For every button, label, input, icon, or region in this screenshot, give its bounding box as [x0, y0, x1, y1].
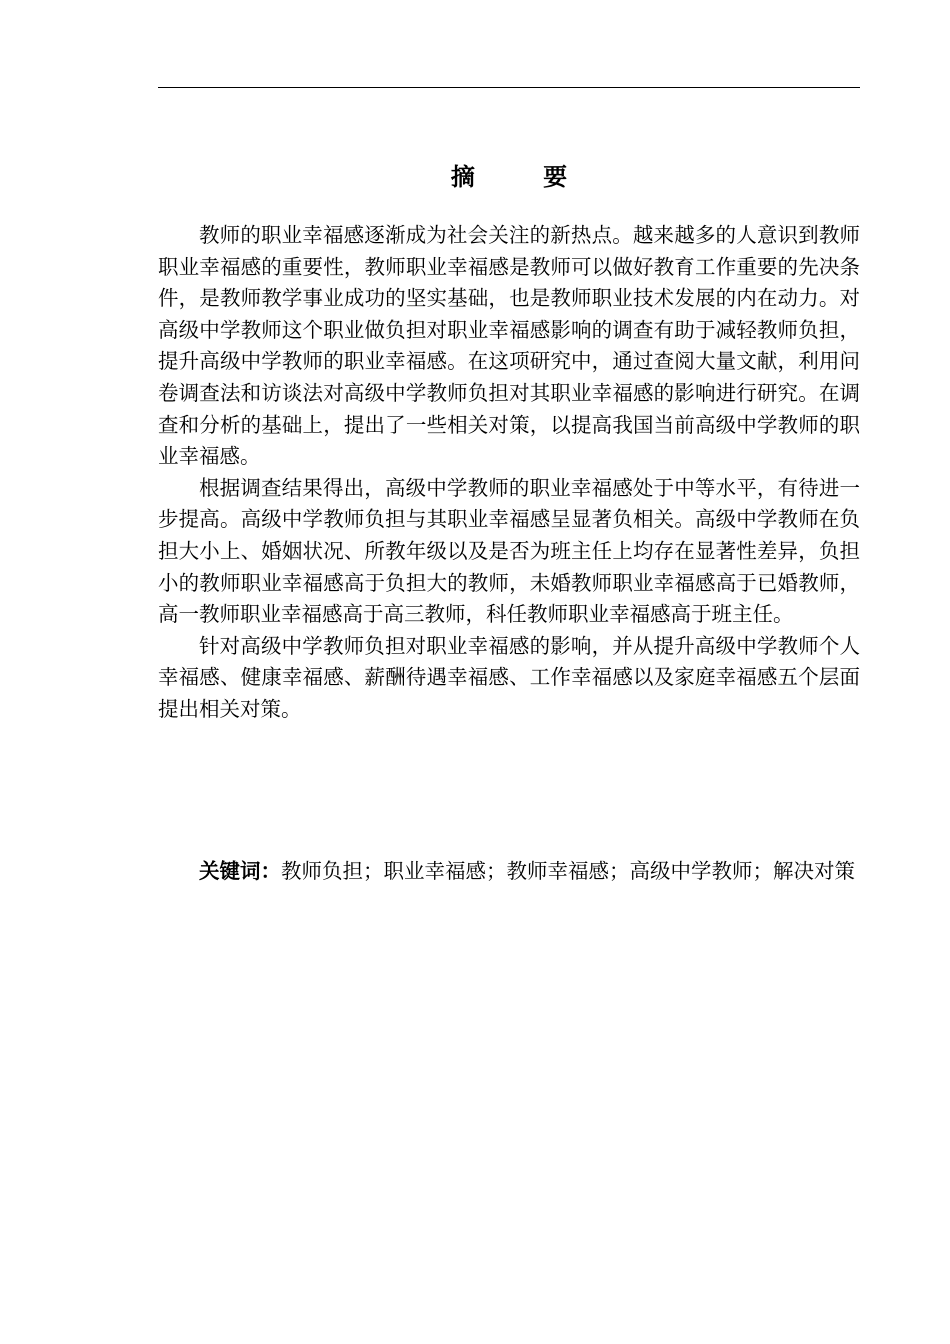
keywords-label: 关键词：	[199, 859, 281, 883]
keywords-line	[158, 856, 860, 888]
abstract-paragraph-1: 教师的职业幸福感逐渐成为社会关注的新热点。越来越多的人意识到教师职业幸福感的重要性，教师职业幸福感是教师可以做好教育工作重要的先决条件，是教师教学事业成功的坚实基础，也是教师职业技术发展的内在动力。对高级中学教师这个职业做负担对职业幸福感影响的调查有助于减轻教师负担，提升高级中学教师的职业幸福感。在这项研究中，通过查阅大量文献，利用问卷调查法和访谈法对高级中学教师负担对其职业幸福感的影响进行研究。在调查和分析的基础上，提出了一些相关对策，以提高我国当前高级中学教师的职业幸福感。	[158, 223, 860, 469]
header-rule	[158, 87, 860, 88]
abstract-title: 摘 要	[450, 163, 598, 191]
keywords-text: 教师负担；职业幸福感；教师幸福感；高级中学教师；解决对策	[281, 859, 855, 883]
abstract-paragraph-2: 根据调查结果得出，高级中学教师的职业幸福感处于中等水平，有待进一步提高。高级中学教师负担与其职业幸福感呈显著负相关。高级中学教师在负担大小上、婚姻状况、所教年级以及是否为班主任上均存在显著性差异，负担小的教师职业幸福感高于负担大的教师，未婚教师职业幸福感高于已婚教师，高一教师职业幸福感高于高三教师，科任教师职业幸福感高于班主任。	[158, 475, 860, 627]
abstract-body	[158, 220, 860, 726]
abstract-paragraph-3: 针对高级中学教师负担对职业幸福感的影响，并从提升高级中学教师个人幸福感、健康幸福感、薪酬待遇幸福感、工作幸福感以及家庭幸福感五个层面提出相关对策。	[158, 633, 860, 721]
